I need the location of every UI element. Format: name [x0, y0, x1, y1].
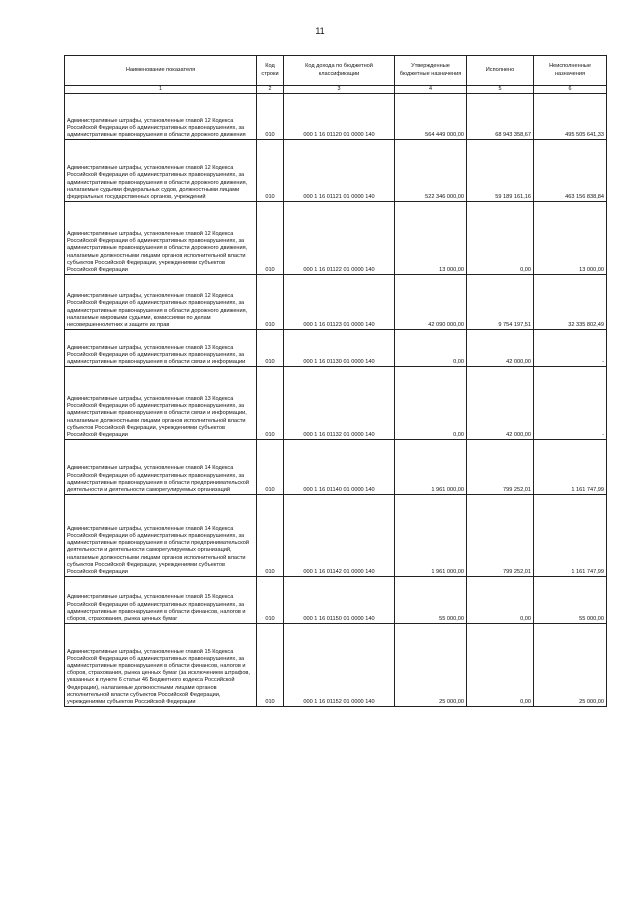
row-unexecuted: 25 000,00	[534, 624, 607, 707]
row-name: Административные штрафы, установленные главой 12 Кодекса Российской Федерации об административных правонарушениях, за административные правонарушения в области дорожного движения	[65, 94, 257, 140]
row-unexecuted: 55 000,00	[534, 577, 607, 624]
row-approved: 1 961 000,00	[395, 495, 467, 577]
column-number: 2	[257, 86, 284, 94]
row-line-code: 010	[257, 440, 284, 495]
row-name: Административные штрафы, установленные главой 13 Кодекса Российской Федерации об административных правонарушениях, за административные правонарушения в области связи и информации	[65, 330, 257, 367]
row-executed: 9 754 197,51	[467, 275, 534, 330]
table-row	[65, 367, 607, 440]
row-line-code: 010	[257, 202, 284, 275]
row-unexecuted: -	[534, 330, 607, 367]
row-revenue-code: 000 1 16 01132 01 0000 140	[284, 367, 395, 440]
row-line-code: 010	[257, 495, 284, 577]
row-approved: 55 000,00	[395, 577, 467, 624]
row-revenue-code: 000 1 16 01142 01 0000 140	[284, 495, 395, 577]
row-line-code: 010	[257, 577, 284, 624]
row-unexecuted: 463 156 838,84	[534, 140, 607, 202]
row-approved: 25 000,00	[395, 624, 467, 707]
header-line: Код строки	[257, 56, 284, 86]
table-row	[65, 94, 607, 140]
row-line-code: 010	[257, 94, 284, 140]
row-executed: 42 000,00	[467, 367, 534, 440]
table-row	[65, 495, 607, 577]
table-row	[65, 440, 607, 495]
row-unexecuted: 1 161 747,99	[534, 440, 607, 495]
column-number: 4	[395, 86, 467, 94]
header-row	[65, 56, 607, 86]
row-name: Административные штрафы, установленные главой 12 Кодекса Российской Федерации об административных правонарушениях, за административные правонарушения в области дорожного движения, налагаемые судьями федеральных судов, должностными лицами федеральных государственных органов, учреждений	[65, 140, 257, 202]
row-name: Административные штрафы, установленные главой 12 Кодекса Российской Федерации об административных правонарушениях, за административные правонарушения в области дорожного движения, налагаемые должностными лицами органов исполнительной власти субъектов Российской Федерации, учреждениями субъектов Российской Федерации	[65, 202, 257, 275]
row-approved: 0,00	[395, 330, 467, 367]
table-row	[65, 140, 607, 202]
row-unexecuted: 13 000,00	[534, 202, 607, 275]
row-name: Административные штрафы, установленные главой 15 Кодекса Российской Федерации об административных правонарушениях, за административные правонарушения в области финансов, налогов и сборов, страхования, рынка ценных бумаг (за исключением штрафов, указанных в пункте 6 статьи 46 Бюджетного кодекса Российской Федерации), налагаемые должностными лицами органов исполнительной власти субъектов Российской Федерации, учреждениями субъектов Российской Федерации	[65, 624, 257, 707]
row-unexecuted: 495 505 641,33	[534, 94, 607, 140]
table-row	[65, 202, 607, 275]
row-executed: 59 189 161,16	[467, 140, 534, 202]
row-approved: 564 449 000,00	[395, 94, 467, 140]
page-number: 11	[315, 26, 325, 36]
row-unexecuted: 32 335 802,49	[534, 275, 607, 330]
row-approved: 522 346 000,00	[395, 140, 467, 202]
row-line-code: 010	[257, 275, 284, 330]
row-revenue-code: 000 1 16 01121 01 0000 140	[284, 140, 395, 202]
row-name: Административные штрафы, установленные главой 14 Кодекса Российской Федерации об административных правонарушениях, за административные правонарушения в области предпринимательской деятельности и деятельности саморегулируемых организаций	[65, 440, 257, 495]
table-row	[65, 624, 607, 707]
row-line-code: 010	[257, 330, 284, 367]
header-name: Наименование показателя	[65, 56, 257, 86]
row-line-code: 010	[257, 624, 284, 707]
header-code: Код дохода по бюджетной классификации	[284, 56, 395, 86]
row-executed: 42 000,00	[467, 330, 534, 367]
row-line-code: 010	[257, 140, 284, 202]
row-approved: 0,00	[395, 367, 467, 440]
column-number: 1	[65, 86, 257, 94]
row-executed: 0,00	[467, 577, 534, 624]
row-name: Административные штрафы, установленные главой 12 Кодекса Российской Федерации об административных правонарушениях, за административные правонарушения в области дорожного движения, налагаемые мировыми судьями, комиссиями по делам несовершеннолетних и защите их прав	[65, 275, 257, 330]
table-row	[65, 275, 607, 330]
row-executed: 68 943 358,67	[467, 94, 534, 140]
row-revenue-code: 000 1 16 01130 01 0000 140	[284, 330, 395, 367]
revenue-table	[64, 55, 607, 707]
row-executed: 0,00	[467, 624, 534, 707]
column-number: 6	[534, 86, 607, 94]
row-revenue-code: 000 1 16 01140 01 0000 140	[284, 440, 395, 495]
table-row	[65, 577, 607, 624]
header-approved: Утвержденные бюджетные назначения	[395, 56, 467, 86]
row-approved: 42 090 000,00	[395, 275, 467, 330]
row-approved: 13 000,00	[395, 202, 467, 275]
table-row	[65, 330, 607, 367]
row-revenue-code: 000 1 16 01152 01 0000 140	[284, 624, 395, 707]
row-name: Административные штрафы, установленные главой 14 Кодекса Российской Федерации об административных правонарушениях, за административные правонарушения в области предпринимательской деятельности и деятельности саморегулируемых организаций, налагаемые должностными лицами органов исполнительной власти субъектов Российской Федерации, учреждениями субъектов Российской Федерации	[65, 495, 257, 577]
row-unexecuted: 1 161 747,99	[534, 495, 607, 577]
row-executed: 0,00	[467, 202, 534, 275]
row-revenue-code: 000 1 16 01123 01 0000 140	[284, 275, 395, 330]
row-name: Административные штрафы, установленные главой 13 Кодекса Российской Федерации об административных правонарушениях, за административные правонарушения в области связи и информации, налагаемые должностными лицами органов исполнительной власти субъектов Российской Федерации, учреждениями субъектов Российской Федерации	[65, 367, 257, 440]
column-number-row	[65, 86, 607, 94]
row-line-code: 010	[257, 367, 284, 440]
column-number: 5	[467, 86, 534, 94]
header-unexecuted: Неисполненные назначения	[534, 56, 607, 86]
row-revenue-code: 000 1 16 01122 01 0000 140	[284, 202, 395, 275]
row-executed: 799 252,01	[467, 495, 534, 577]
row-revenue-code: 000 1 16 01120 01 0000 140	[284, 94, 395, 140]
row-unexecuted: -	[534, 367, 607, 440]
row-approved: 1 961 000,00	[395, 440, 467, 495]
row-executed: 799 252,01	[467, 440, 534, 495]
row-revenue-code: 000 1 16 01150 01 0000 140	[284, 577, 395, 624]
row-name: Административные штрафы, установленные главой 15 Кодекса Российской Федерации об административных правонарушениях, за административные правонарушения в области финансов, налогов и сборов, страхования, рынка ценных бумаг	[65, 577, 257, 624]
header-executed: Исполнено	[467, 56, 534, 86]
column-number: 3	[284, 86, 395, 94]
